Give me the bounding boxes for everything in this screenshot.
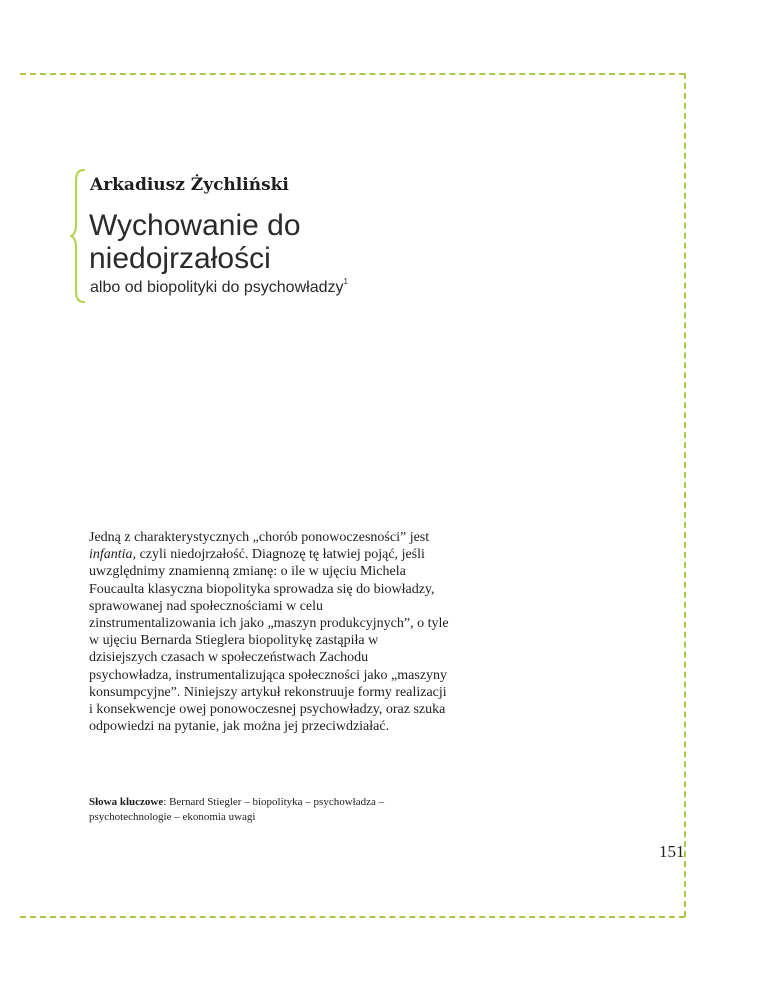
abstract-text-start: Jedną z charakterystycznych „chorób ponowoczesności” jest <box>89 530 430 545</box>
keywords <box>89 795 449 825</box>
article-title: Wychowanie do niedojrzałości <box>89 209 301 275</box>
abstract-text-rest: , czyli niedojrzałość. Diagnozę tę łatwiej pojąć, jeśli uwzględnimy znamienną zmianę: o ile w ujęciu Michela Foucaulta klasyczna biopolityka sprowadza się do biowładzy, sprawowanej nad społecznościami w celu zinstrumentalizowania ich jako „maszyn produkcyjnych”, o tyle w ujęciu Bernarda Stieglera biopolitykę zastąpiła w dzisiejszych czasach w społeczeństwach Zachodu psychowładza, instrumentalizująca społeczności jako „maszyny konsumpcyjne”. Niniejszy artykuł rekonstruuje formy realizacji i konsekwencje owej ponowoczesnej psychowładzy, oraz szuka odpowiedzi na pytanie, jak można jej przeciwdziałać. <box>89 547 449 735</box>
footnote-marker[interactable]: 1 <box>343 277 348 286</box>
abstract <box>89 529 449 735</box>
page-number: 151 <box>659 842 685 861</box>
page-frame-bottom-border <box>20 916 685 918</box>
page-frame-top-border <box>20 73 685 75</box>
page-frame-right-border <box>684 73 686 917</box>
curly-brace-icon <box>70 168 90 304</box>
keywords-list: Bernard Stiegler – biopolityka – psychowładza – psychotechnologie – ekonomia uwagi <box>89 796 385 823</box>
abstract-italic-term: infantia <box>89 547 133 563</box>
abstract-paragraph <box>89 529 449 735</box>
keywords-label: Słowa kluczowe <box>89 796 164 808</box>
author-name: Arkadiusz Żychliński <box>90 175 289 195</box>
keywords-separator: : <box>163 796 170 808</box>
article-subtitle <box>90 277 348 297</box>
subtitle-text: albo od biopolityki do psychowładzy <box>90 279 344 296</box>
